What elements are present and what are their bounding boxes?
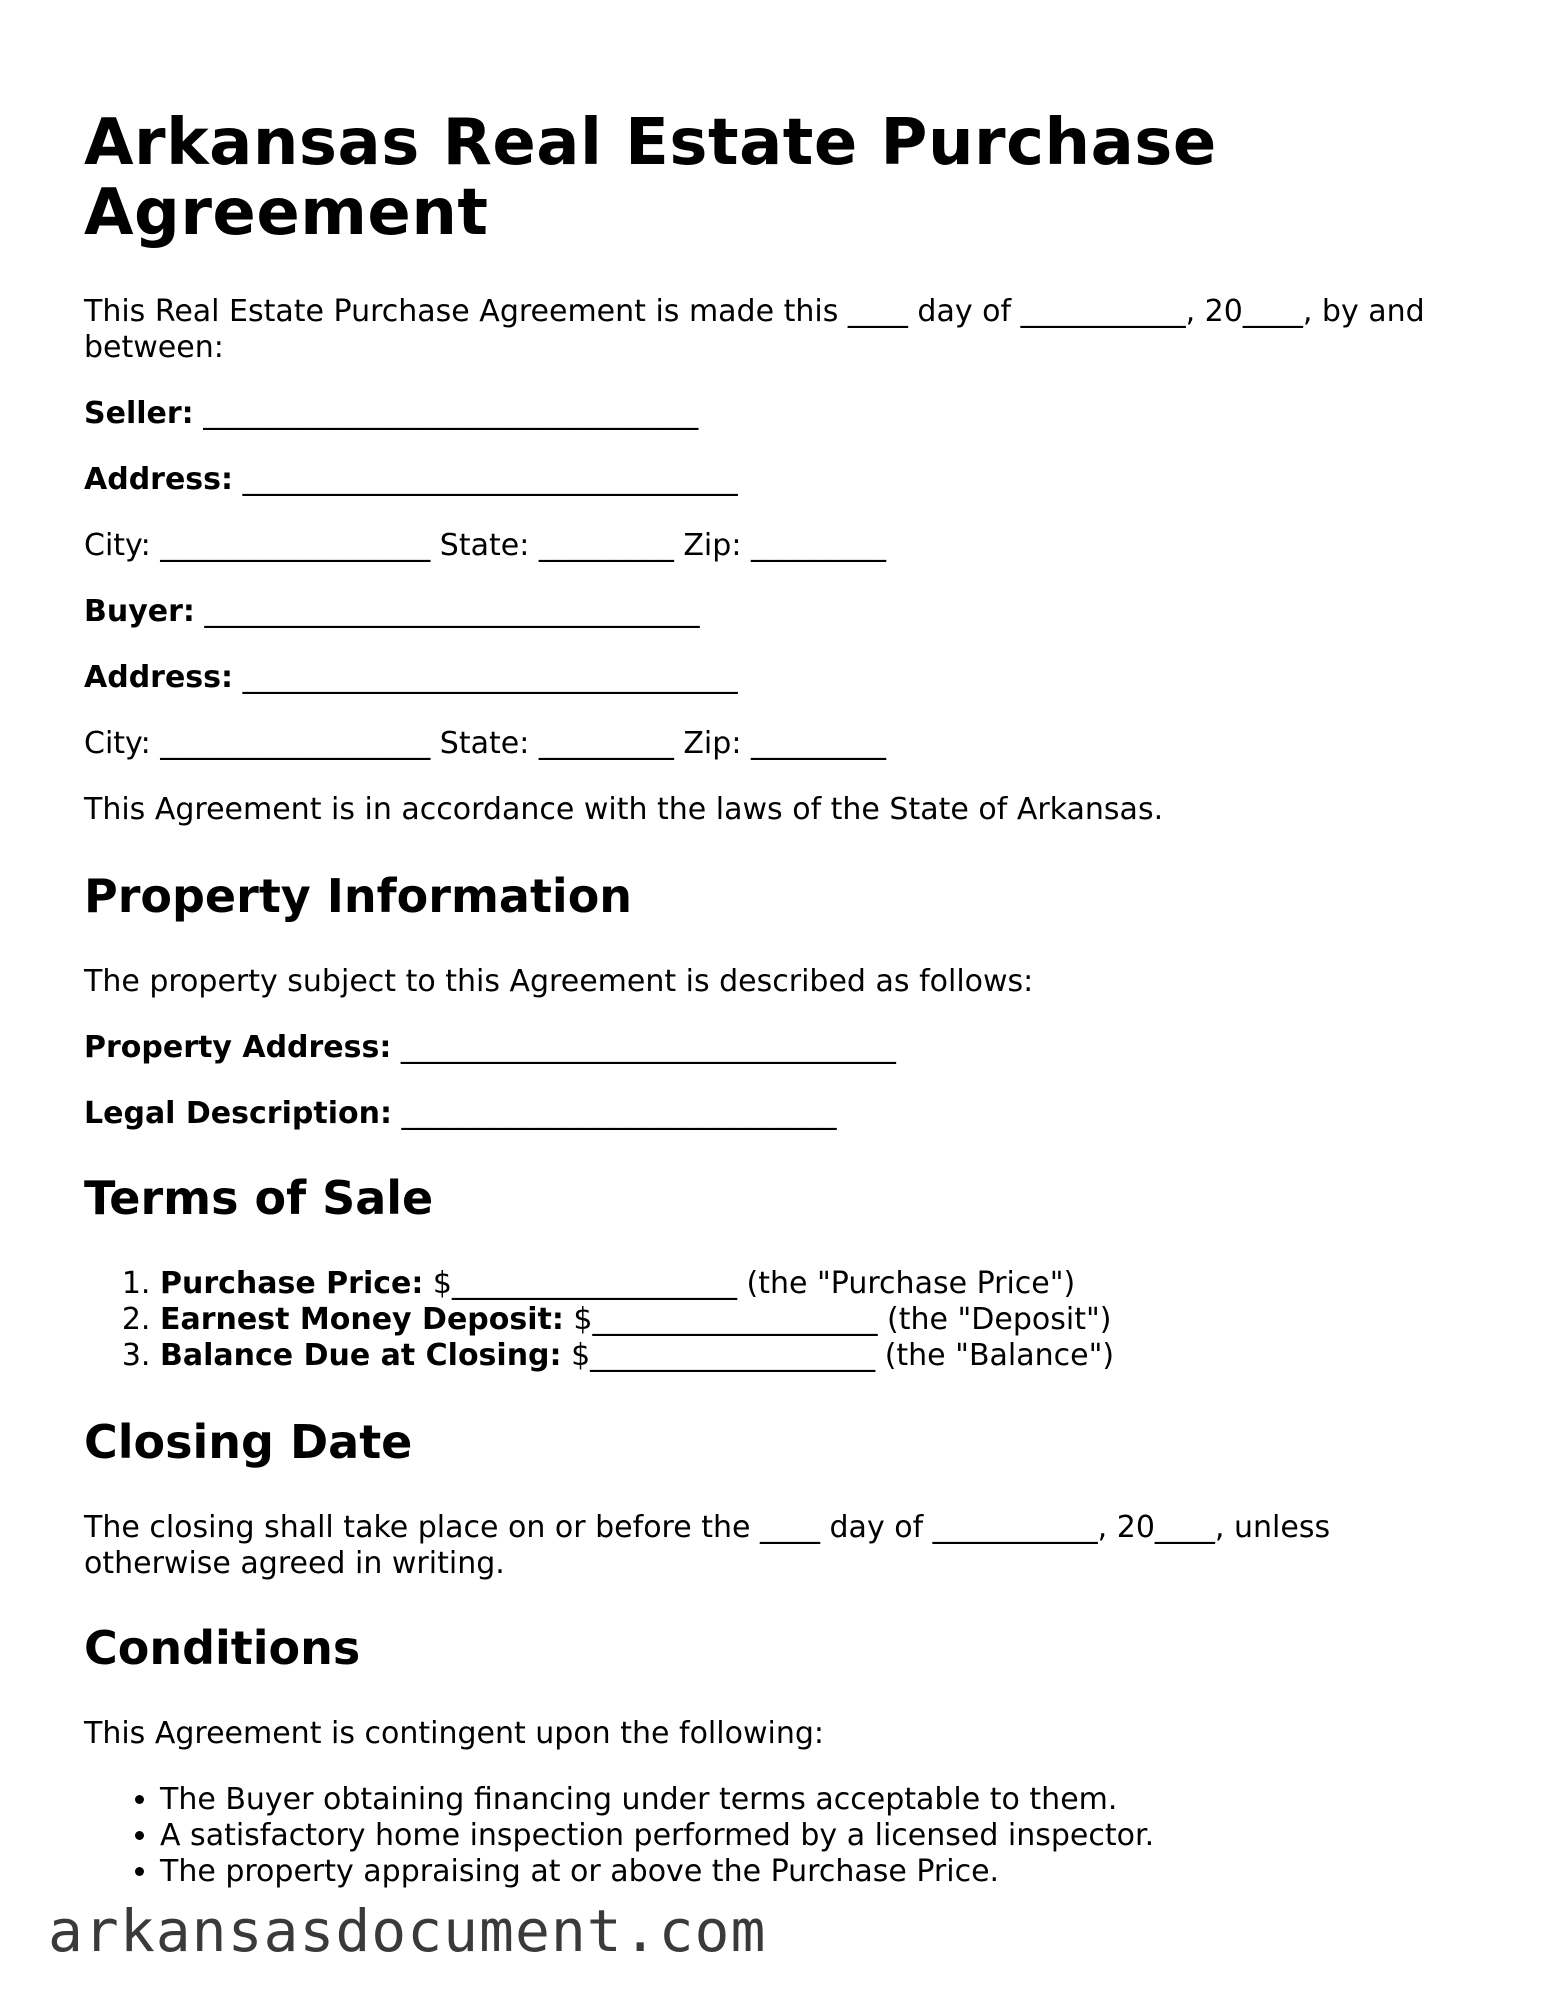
buyer-name-blank[interactable]: _________________________________ [194, 594, 700, 629]
legal-description-field [84, 1096, 1474, 1132]
document-title: Arkansas Real Estate Purchase Agreement [84, 106, 1217, 250]
conditions-heading: Conditions [84, 1621, 361, 1675]
intro-paragraph: This Real Estate Purchase Agreement is made this ____ day of ___________, 20____, by and between: [84, 294, 1425, 365]
conditions-list [84, 1782, 1474, 1890]
buyer-label: Buyer: [84, 594, 195, 629]
list-item [160, 1338, 1474, 1374]
property-address-blank[interactable]: _________________________________ [391, 1030, 896, 1065]
list-item: • The Buyer obtaining financing under terms acceptable to them. [160, 1782, 1474, 1818]
buyer-city-state-zip[interactable]: City: __________________ State: _________ Zip: _________ [84, 726, 886, 761]
seller-name-blank[interactable]: _________________________________ [193, 396, 699, 431]
document-page [84, 108, 1474, 1930]
seller-city-state-zip[interactable]: City: __________________ State: _________ Zip: _________ [84, 528, 886, 563]
buyer-address-blank[interactable]: _________________________________ [233, 660, 738, 695]
property-address-field [84, 1030, 1474, 1066]
list-item [160, 1302, 1474, 1338]
seller-name-field [84, 396, 1474, 432]
legal-description-blank[interactable]: _____________________________ [391, 1096, 837, 1131]
seller-label: Seller: [84, 396, 194, 431]
balance-due-label: Balance Due at Closing: [160, 1338, 562, 1373]
seller-address-label: Address: [84, 462, 234, 497]
purchase-price-label: Purchase Price: [160, 1266, 424, 1301]
law-statement: This Agreement is in accordance with the laws of the State of Arkansas. [84, 792, 1164, 827]
closing-paragraph: The closing shall take place on or before the ____ day of ___________, 20____, unless otherwise agreed in writing. [84, 1510, 1331, 1581]
purchase-price-blank[interactable]: $___________________ (the "Purchase Price") [423, 1266, 1076, 1301]
property-intro: The property subject to this Agreement is described as follows: [84, 964, 1034, 999]
seller-address-field [84, 462, 1474, 498]
earnest-money-blank[interactable]: $___________________ (the "Deposit") [563, 1302, 1112, 1337]
balance-due-blank[interactable]: $___________________ (the "Balance") [561, 1338, 1115, 1373]
watermark: arkansasdocument.com [48, 1897, 767, 1965]
terms-list [84, 1266, 1474, 1374]
buyer-address-field [84, 660, 1474, 696]
property-heading: Property Information [84, 869, 633, 923]
property-address-label: Property Address: [84, 1030, 392, 1065]
earnest-money-label: Earnest Money Deposit: [160, 1302, 564, 1337]
closing-heading: Closing Date [84, 1415, 413, 1469]
terms-heading: Terms of Sale [84, 1171, 434, 1225]
legal-description-label: Legal Description: [84, 1096, 392, 1131]
list-item: • A satisfactory home inspection performed by a licensed inspector. [160, 1818, 1474, 1854]
seller-address-blank[interactable]: _________________________________ [233, 462, 738, 497]
conditions-intro: This Agreement is contingent upon the following: [84, 1716, 824, 1751]
list-item: • The property appraising at or above the Purchase Price. [160, 1854, 1474, 1890]
buyer-name-field [84, 594, 1474, 630]
list-item [160, 1266, 1474, 1302]
buyer-address-label: Address: [84, 660, 234, 695]
